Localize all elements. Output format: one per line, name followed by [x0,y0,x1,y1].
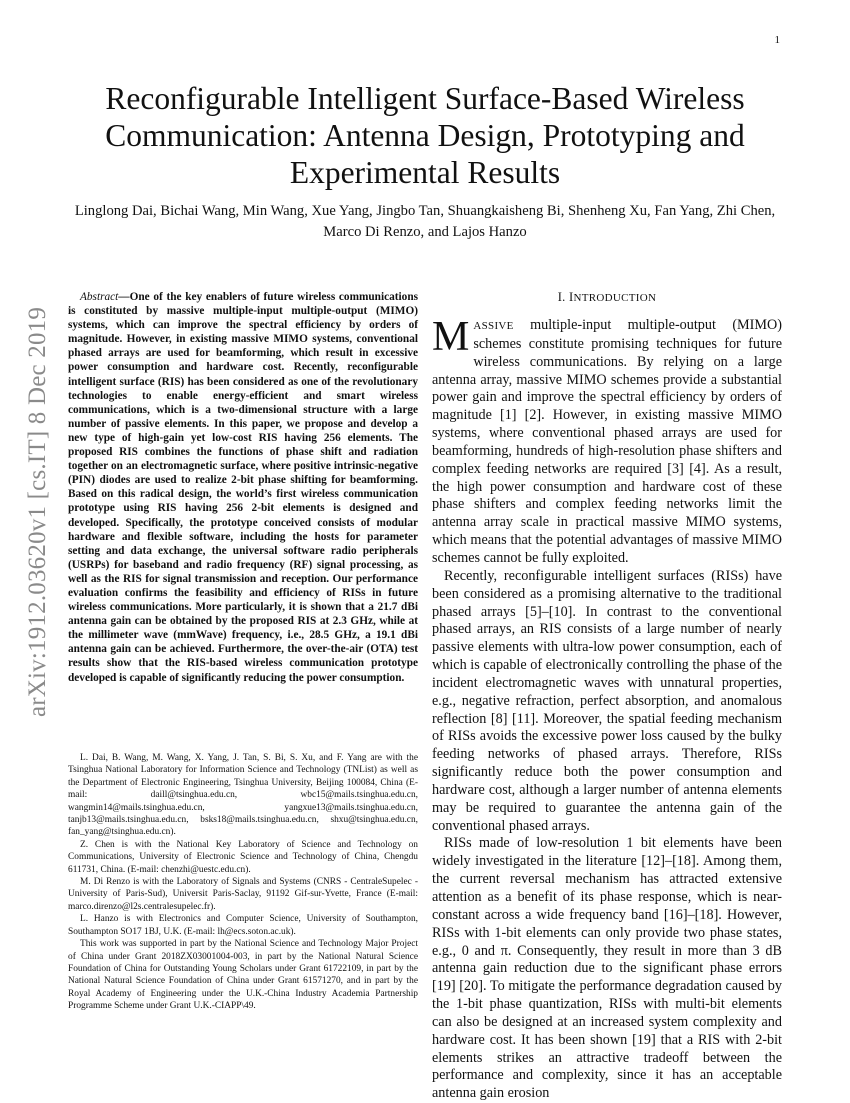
footnote-affiliation-tsinghua: L. Dai, B. Wang, M. Wang, X. Yang, J. Tan, S. Bi, S. Xu, and F. Yang are with the Tsinghua National Laboratory for Information Science and Technology (TNList) as well as the Department of Electronic Engineering, Tsinghua University, Beijing 100084, China (E-mail: daill@tsinghua.edu.cn, wbc15@mails.tsinghua.edu.cn, wangmin14@mails.tsinghua.edu.cn, yangxue13@mails.tsinghua.edu.cn, tanjb13@mails.tsinghua.edu.cn, bsks18@mails.tsinghua.edu.cn, shxu@tsinghua.edu.cn, fan_yang@tsinghua.edu.cn). [68,753,418,838]
page-number: 1 [774,34,780,46]
intro-paragraph-2: Recently, reconfigurable intelligent surfaces (RISs) have been considered as a promising alternative to the traditional phased arrays [5]–[10]. In contrast to the conventional phased arrays, an RIS consists of a large number of nearly passive elements with ultra-low power consumption, each of which is capable of electronically controlling the phase of the incident electromagnetic waves with unnatural properties, e.g., negative refraction, perfect absorption, and anomalous reflection [8] [11]. Moreover, the spatial feeding mechanism of RISs avoids the excessive power loss caused by the bulky feeding networks of phased arrays. Therefore, RISs significantly reduce both the power consumption and hardware cost, although a larger number of antenna elements may be required to guarantee the antenna gain of the conventional phased arrays. [432,567,782,834]
author-list: Linglong Dai, Bichai Wang, Min Wang, Xue Yang, Jingbo Tan, Shuangkaisheng Bi, Shenheng Xu, Fan Yang, Zhi Chen, Marco Di Renzo, and Lajos Hanzo [74,203,776,240]
section-title-rest: NTRODUCTION [573,292,657,304]
paper-title: Reconfigurable Intelligent Surface-Based Wireless Communication: Antenna Design, Prototyping and Experimental Results [105,81,745,190]
left-column [68,290,418,685]
footnote-affiliation-uestc: Z. Chen is with the National Key Laboratory of Science and Technology on Communications, University of Electronic Science and Technology of China, Chengdu 611731, China. (E-mail: chenzhi@uestc.edu.cn). [68,839,418,875]
section-first-letter: I [569,290,574,304]
footnote-affiliation-southampton: L. Hanzo is with Electronics and Computer Science, University of Southampton, Southampton SO17 1BJ, U.K. (E-mail: lh@ecs.soton.ac.uk). [68,914,418,937]
footnote-affiliation-paris: M. Di Renzo is with the Laboratory of Signals and Systems (CNRS - CentraleSupelec - University of Paris-Sud), Universit Paris-Saclay, 91192 Gif-sur-Yvette, France (E-mail: marco.direnzo@l2s.centralesupelec.fr). [68,877,418,912]
abstract-text: —One of the key enablers of future wireless communications is constituted by massive multiple-input multiple-output (MIMO) systems, which can improve the spectral efficiency by orders of magnitude. However, in existing massive MIMO systems, conventional phased arrays are used for beamforming, which result in excessive power consumption and hardware cost. Recently, reconfigurable intelligent surface (RIS) has been considered as one of the revolutionary technologies to enable energy-efficient and smart wireless communications, which is a two-dimensional structure with a large number of passive elements. In this paper, we propose and develop a new type of high-gain yet low-cost RIS having 256 elements. The proposed RIS combines the functions of phase shift and radiation together on an electromagnetic surface, where positive intrinsic-negative (PIN) diodes are used to realize 2-bit phase shifting for beamforming. Based on this radical design, the world’s first wireless communication prototype using RIS having 256 2-bit elements is designed and developed. Specifically, the prototype conceived consists of modular hardware and flexible software, including the hosts for parameter setting and data exchange, the universal software radio peripherals (USRPs) for baseband and radio frequency (RF) signal processing, as well as the RIS for signal transmission and reception. Our performance evaluation confirms the feasibility and efficiency of RISs in future wireless communications. More particularly, it is shown that a 21.7 dBi antenna gain can be obtained by the proposed RIS at 2.3 GHz, while at the millimeter wave (mmWave) frequency, i.e., 28.5 GHz, a 19.1 dBi antenna gain can be achieved. Furthermore, the over-the-air (OTA) test results show that the RIS-based wireless communication prototype developed is capable of significantly reducing the power consumption. [68,291,418,684]
abstract [68,290,418,685]
intro-paragraph-1 [432,314,782,568]
intro-paragraph-3: RISs made of low-resolution 1 bit elements have been widely investigated in the literature [12]–[18]. Among them, the current reversal mechanism has attracted extensive attention as a benefit of its phase response, which is near-constant across a wide frequency band [16]–[18]. However, RISs with 1-bit elements can only provide two phase states, e.g., 0 and π. Consequently, they result in more than 3 dB antenna gain reduction due to the significant phase errors [19] [20]. To mitigate the performance degradation caused by the 1-bit phase quantization, RISs with multi-bit elements can also be designed at an increased system complexity and hardware cost. It has been shown [19] that a RIS with 2-bit elements strikes an attractive tradeoff between the performance and complexity, since it has an acceptable antenna gain erosion [432,835,782,1102]
section-number: I. [557,290,570,304]
abstract-label: Abstract [80,291,119,303]
arxiv-stamp: arXiv:1912.03620v1 [cs.IT] 8 Dec 2019 [24,306,51,718]
lead-smallcaps: ASSIVE [473,320,514,332]
footnote-funding: This work was supported in part by the National Science and Technology Major Project of China under Grant 2018ZX03001004-003, in part by the National Natural Science Foundation of China for Outstanding Young Scholars under Grant 61722109, in part by the National Natural Science Foundation of China under Grant 61571270, and in part by the Royal Academy of Engineering under the U.K.-China Industry Academia Partnership Programme Scheme under Grant U.K.-CIAPP\49. [68,939,418,1012]
drop-cap: M [432,314,470,360]
section-heading-introduction [432,290,782,305]
footnotes [68,752,418,1013]
intro-paragraph-1-text: multiple-input multiple-output (MIMO) schemes constitute promising techniques for future wireless communications. By relying on a large antenna array, massive MIMO schemes provide a substantial power gain and improve the spectral efficiency by orders of magnitude [1] [2]. However, in existing massive MIMO systems, where conventional phased arrays are used for beamforming, hundreds of high-resolution phase shifters and complex feeding networks are required [3] [4]. As a result, the high power consumption and hardware cost of these phase shifters and complex feeding networks limit the antenna array scale in practical massive MIMO systems, which means that the potential advantages of massive MIMO schemes cannot be fully exploited. [432,317,782,566]
right-column [432,290,782,1103]
